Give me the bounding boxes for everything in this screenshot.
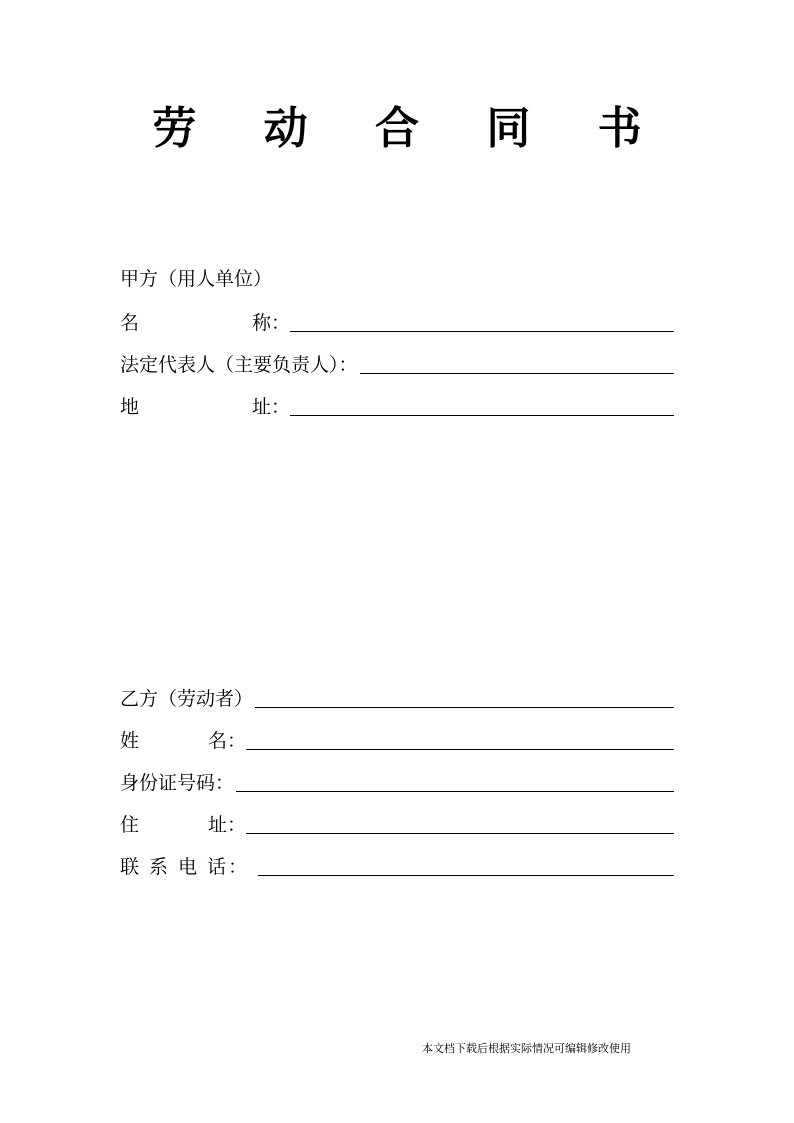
party-b-id-field[interactable] — [236, 791, 674, 792]
party-a-name-field[interactable] — [290, 331, 674, 332]
party-a-name-row — [120, 306, 674, 336]
party-a-address-label-right: 址： — [251, 396, 290, 418]
party-a-name-label-right: 称： — [251, 312, 290, 334]
party-b-address-field[interactable] — [246, 833, 674, 834]
party-a-name-label-left: 名 — [120, 312, 140, 334]
party-b-address-label — [120, 812, 246, 838]
party-a-rep-row — [120, 348, 674, 378]
party-b-heading: 乙方（劳动者） — [120, 688, 254, 710]
party-b-id-label: 身份证号码： — [120, 772, 235, 794]
party-a-heading-row — [120, 262, 674, 292]
party-b-heading-row — [120, 682, 674, 712]
party-b-id-row — [120, 766, 674, 796]
party-a-address-label — [120, 394, 290, 420]
party-b-name-row — [120, 724, 674, 754]
party-a-address-row — [120, 390, 674, 420]
document-title: 劳 动 合 同 书 — [152, 103, 668, 154]
party-a-rep-label: 法定代表人（主要负责人）： — [120, 354, 358, 376]
party-b-address-label-left: 住 — [120, 814, 140, 836]
party-a-address-label-left: 地 — [120, 396, 140, 418]
party-b-name-label — [120, 728, 246, 754]
party-b-name-label-right: 名： — [207, 730, 246, 752]
party-b-phone-label: 联 系 电 话： — [120, 856, 250, 878]
footer-note: 本文档下载后根据实际情况可编辑修改使用 — [422, 1042, 631, 1055]
party-b-name-field[interactable] — [246, 749, 674, 750]
party-a-rep-field[interactable] — [360, 373, 674, 374]
party-a-name-label — [120, 310, 290, 336]
party-b-phone-row — [120, 850, 674, 880]
party-a-heading: 甲方（用人单位） — [120, 268, 273, 290]
party-b-phone-field[interactable] — [258, 875, 674, 876]
party-b-name-label-left: 姓 — [120, 730, 140, 752]
party-b-heading-field[interactable] — [255, 707, 674, 708]
party-b-address-label-right: 址： — [207, 814, 246, 836]
party-b-address-row — [120, 808, 674, 838]
party-a-address-field[interactable] — [290, 415, 674, 416]
